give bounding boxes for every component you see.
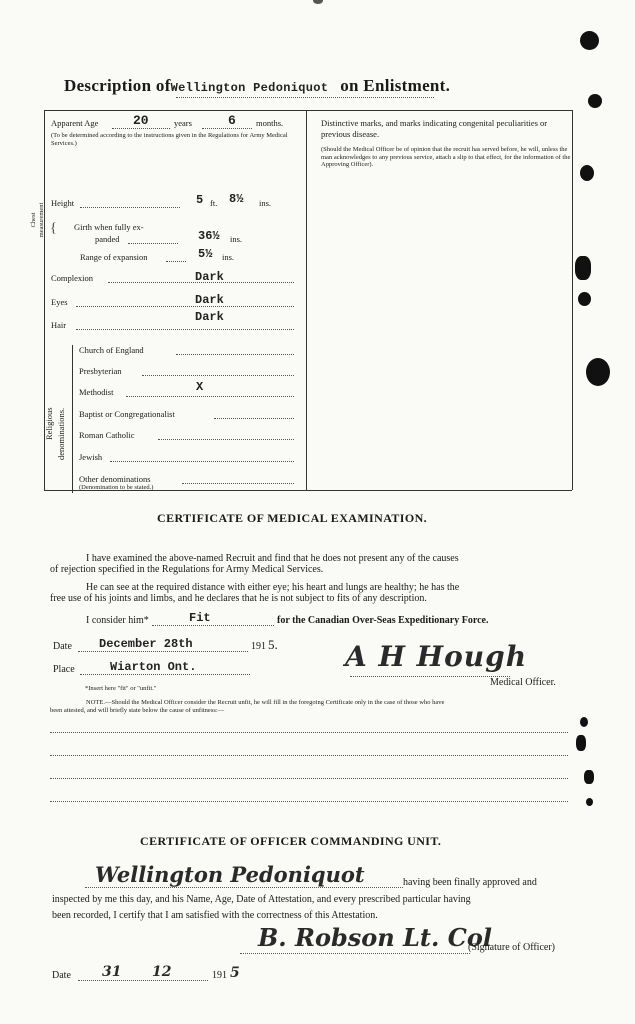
medical-heading: CERTIFICATE OF MEDICAL EXAMINATION. — [157, 511, 428, 525]
officer-signature-dots — [240, 953, 470, 954]
place-value: Wiarton Ont. — [110, 660, 197, 674]
recruit-signature: Wellington Pedoniquot — [95, 862, 365, 887]
medical-para1-line1: I have examined the above-named Recruit and find that he does not present any of the causes — [86, 553, 459, 564]
officer-signature: B. Robson Lt. Col — [258, 923, 492, 952]
distinctive-marks-label: Distinctive marks, and marks indicating congenital peculiarities or previous disease. — [321, 118, 548, 139]
age-label: Apparent Age — [51, 118, 99, 128]
religion-item-roman-catholic: Roman Catholic — [79, 430, 135, 440]
punch-hole — [575, 256, 591, 280]
height-inches-value: 8½ — [229, 192, 244, 206]
punch-hole — [584, 770, 594, 784]
range-dots — [166, 261, 186, 262]
eyes-dots — [76, 306, 294, 307]
age-dots-1 — [112, 128, 170, 129]
height-feet-value: 5 — [196, 193, 204, 207]
religion-item-baptist: Baptist or Congregationalist — [79, 409, 175, 419]
punch-hole — [578, 292, 591, 306]
range-label: Range of expansion — [80, 252, 148, 262]
officer-date-label: Date — [52, 970, 71, 981]
recruit-name: Wellington Pedoniquot — [170, 81, 329, 95]
punch-hole — [580, 717, 588, 727]
religion-item-jewish: Jewish — [79, 452, 103, 462]
religion-side-label-1: Religious — [44, 407, 54, 440]
range-ins-label: ins. — [222, 252, 235, 262]
chest-side-label: Chest measurement — [30, 202, 45, 238]
officer-date-dots — [78, 980, 208, 981]
age-months-label: months. — [256, 118, 284, 128]
unfit-line-3 — [50, 778, 568, 779]
religion-dots-1 — [142, 375, 294, 376]
ink-blot — [313, 0, 323, 4]
officer-year-prefix: 191 — [212, 970, 227, 981]
punch-hole — [586, 798, 593, 806]
religion-dots-5 — [110, 461, 294, 462]
officer-date-month: 12 — [152, 964, 172, 980]
insert-note: *Insert here "fit" or "unfit." — [85, 685, 157, 692]
consider-suffix: for the Canadian Over-Seas Expeditionary Force. — [277, 615, 489, 626]
consider-prefix: I consider him* — [86, 615, 149, 626]
religion-item-other: Other denominations — [79, 474, 151, 484]
officer-date-day: 31 — [102, 964, 122, 980]
girth-ins-label: ins. — [230, 234, 243, 244]
age-years-label: years — [174, 118, 192, 128]
hair-value: Dark — [195, 310, 224, 324]
table-right-border — [572, 110, 573, 490]
medical-date-value: December 28th — [99, 637, 193, 651]
unfit-line-1 — [50, 732, 568, 733]
punch-hole — [576, 735, 586, 751]
religion-item-presbyterian: Presbyterian — [79, 366, 122, 376]
distinctive-marks-note: (Should the Medical Officer be of opinion that the recruit has served before, he will, unless the man acknowledges to any previous service, attach a slip to that effect, for the information of the Approving Officer). — [321, 146, 571, 168]
hair-label: Hair — [51, 320, 67, 330]
religion-side-label-2: denominations. — [56, 407, 66, 460]
girth-value: 36½ — [198, 229, 220, 243]
religion-item-methodist: Methodist — [79, 387, 114, 397]
medical-officer-label: Medical Officer. — [490, 677, 556, 688]
table-top-border — [44, 110, 572, 111]
punch-hole — [580, 31, 599, 50]
column-divider — [306, 110, 307, 490]
religion-bracket — [72, 345, 73, 493]
medical-officer-dots — [350, 676, 510, 677]
medical-date-dots — [78, 651, 248, 652]
unfit-line-2 — [50, 755, 568, 756]
form-title — [64, 76, 450, 96]
punch-hole — [588, 94, 602, 108]
girth-label-1: Girth when fully ex- — [74, 222, 144, 232]
officer-line3: been recorded, I certify that I am satisfied with the correctness of this Attestation. — [52, 910, 378, 921]
officer-line1-suffix: having been finally approved and — [403, 877, 537, 888]
height-dots — [80, 207, 180, 208]
height-ins-label: ins. — [259, 198, 272, 208]
medical-para2-line1: He can see at the required distance with either eye; his heart and lungs are healthy; he has the — [86, 582, 460, 593]
religion-item-church-of-england: Church of England — [79, 345, 144, 355]
age-years-value: 20 — [133, 113, 149, 128]
religion-mark: X — [196, 380, 204, 394]
consider-value: Fit — [189, 611, 211, 625]
religion-note: (Denomination to be stated.) — [79, 484, 154, 491]
range-value: 5½ — [198, 247, 213, 261]
religion-dots-0 — [176, 354, 294, 355]
religion-dots-3 — [214, 418, 294, 419]
title-suffix: on Enlistment. — [340, 76, 451, 95]
consider-dots — [152, 625, 274, 626]
religion-dots-2 — [126, 396, 294, 397]
medical-officer-signature: A H Hough — [345, 640, 528, 673]
punch-hole — [586, 358, 610, 386]
complexion-label: Complexion — [51, 273, 94, 283]
complexion-value: Dark — [195, 270, 224, 284]
medical-para1-line2: of rejection specified in the Regulations for Army Medical Services. — [50, 564, 324, 575]
chest-brace: { — [50, 221, 57, 236]
officer-line2: inspected by me this day, and his Name, Age, Date of Attestation, and every prescribed particular having — [52, 894, 471, 905]
recruit-signature-dots — [85, 887, 403, 888]
unfit-note-line2: been attested, and will briefly state below the cause of unfitness:— — [50, 707, 225, 714]
eyes-label: Eyes — [51, 297, 68, 307]
medical-date-label: Date — [53, 641, 72, 652]
officer-heading: CERTIFICATE OF OFFICER COMMANDING UNIT. — [140, 834, 442, 848]
age-note: (To be determined according to the instructions given in the Regulations for Army Medical Services.) — [51, 132, 288, 147]
medical-year-prefix: 191 — [251, 641, 266, 652]
medical-year-suffix: 5. — [268, 637, 278, 652]
unfit-line-4 — [50, 801, 568, 802]
medical-para2-line2: free use of his joints and limbs, and he declares that he is not subject to fits of any description. — [50, 593, 427, 604]
age-months-value: 6 — [228, 113, 236, 128]
punch-hole — [580, 165, 594, 181]
officer-year-suffix: 5 — [230, 965, 240, 981]
title-underline — [176, 97, 434, 98]
eyes-value: Dark — [195, 293, 224, 307]
officer-signature-label: (Signature of Officer) — [468, 942, 556, 953]
girth-dots — [128, 243, 178, 244]
height-ft-label: ft. — [210, 198, 218, 208]
place-dots — [80, 674, 250, 675]
girth-label-2: panded — [95, 234, 120, 244]
age-dots-2 — [202, 128, 252, 129]
hair-dots — [76, 329, 294, 330]
title-prefix: Description of — [64, 76, 171, 95]
religion-dots-6 — [182, 483, 294, 484]
unfit-note-line1: NOTE.—Should the Medical Officer consider the Recruit unfit, he will fill in the foregoing Certificate only in the case of those who have — [86, 699, 445, 706]
height-label: Height — [51, 198, 75, 208]
place-label: Place — [53, 664, 75, 675]
religion-dots-4 — [158, 439, 294, 440]
